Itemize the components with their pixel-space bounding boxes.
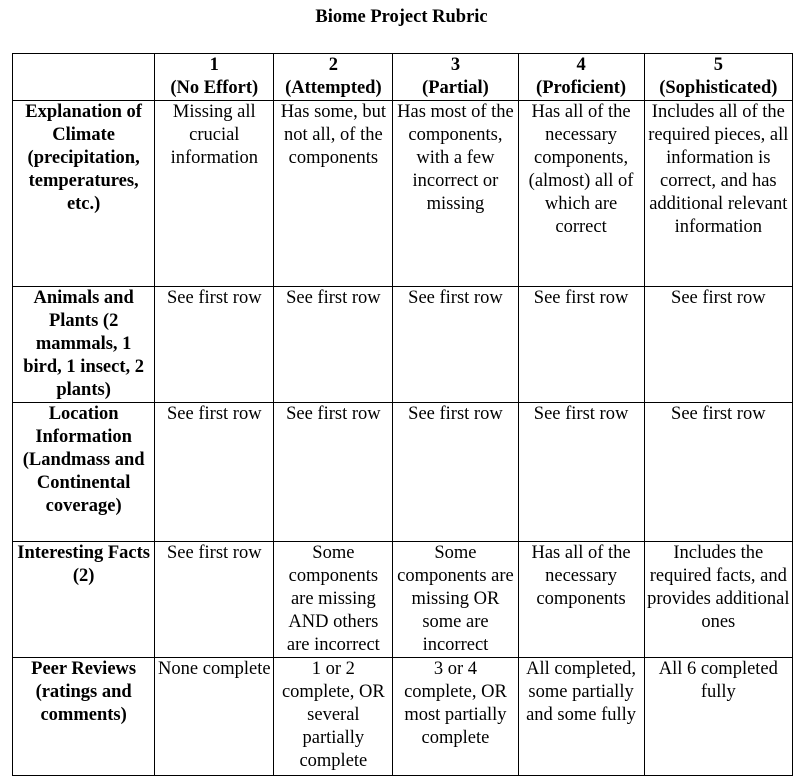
criterion-label: Interesting Facts (2) [13,542,155,658]
rubric-cell: None complete [155,658,274,776]
level-number: 3 [450,55,461,75]
level-2-header [274,54,393,101]
criterion-row-location [13,403,793,542]
rubric-cell: 1 or 2 complete, OR several partially complete [274,658,393,776]
rubric-table [12,53,793,776]
level-5-header [644,54,792,101]
rubric-cell: See first row [518,403,644,542]
level-label: (No Effort) [170,78,259,98]
rubric-cell: Has most of the components, with a few incorrect or missing [393,101,518,287]
level-1-header [155,54,274,101]
criterion-label: Explanation of Climate (precipitation, temperatures, etc.) [13,101,155,287]
rubric-cell: Missing all crucial information [155,101,274,287]
rubric-cell: See first row [393,403,518,542]
level-number: 4 [576,55,586,75]
corner-cell [13,54,155,101]
level-number: 1 [209,55,219,75]
rubric-cell: Some components are missing AND others are incorrect [274,542,393,658]
level-label: (Partial) [422,78,489,98]
level-number: 5 [713,55,723,75]
rubric-cell: Has some, but not all, of the components [274,101,393,287]
rubric-cell: Some components are missing OR some are incorrect [393,542,518,658]
rubric-cell: See first row [274,287,393,403]
criterion-label: Location Information (Landmass and Continental coverage) [13,403,155,542]
rubric-cell: See first row [644,403,792,542]
criterion-label: Animals and Plants (2 mammals, 1 bird, 1 insect, 2 plants) [13,287,155,403]
rubric-cell: Has all of the necessary components [518,542,644,658]
criterion-row-animals-plants [13,287,793,403]
rubric-cell: See first row [393,287,518,403]
header-row [13,54,793,101]
rubric-cell: See first row [155,287,274,403]
rubric-cell: See first row [155,403,274,542]
criterion-row-interesting-facts [13,542,793,658]
rubric-cell: Has all of the necessary components, (almost) all of which are correct [518,101,644,287]
level-3-header [393,54,518,101]
level-label: (Proficient) [536,78,627,98]
level-label: (Sophisticated) [659,78,778,98]
rubric-cell: See first row [155,542,274,658]
rubric-cell: Includes the required facts, and provides additional ones [644,542,792,658]
rubric-cell: See first row [644,287,792,403]
criterion-label: Peer Reviews (ratings and comments) [13,658,155,776]
rubric-cell: All 6 completed fully [644,658,792,776]
level-number: 2 [328,55,338,75]
rubric-cell: Includes all of the required pieces, all information is correct, and has additional relevant information [644,101,792,287]
rubric-cell: 3 or 4 complete, OR most partially complete [393,658,518,776]
criterion-row-peer-reviews [13,658,793,776]
document-title: Biome Project Rubric [315,7,488,27]
rubric-cell: See first row [274,403,393,542]
level-label: (Attempted) [285,78,382,98]
criterion-row-climate [13,101,793,287]
rubric-cell: See first row [518,287,644,403]
rubric-cell: All completed, some partially and some fully [518,658,644,776]
level-4-header [518,54,644,101]
